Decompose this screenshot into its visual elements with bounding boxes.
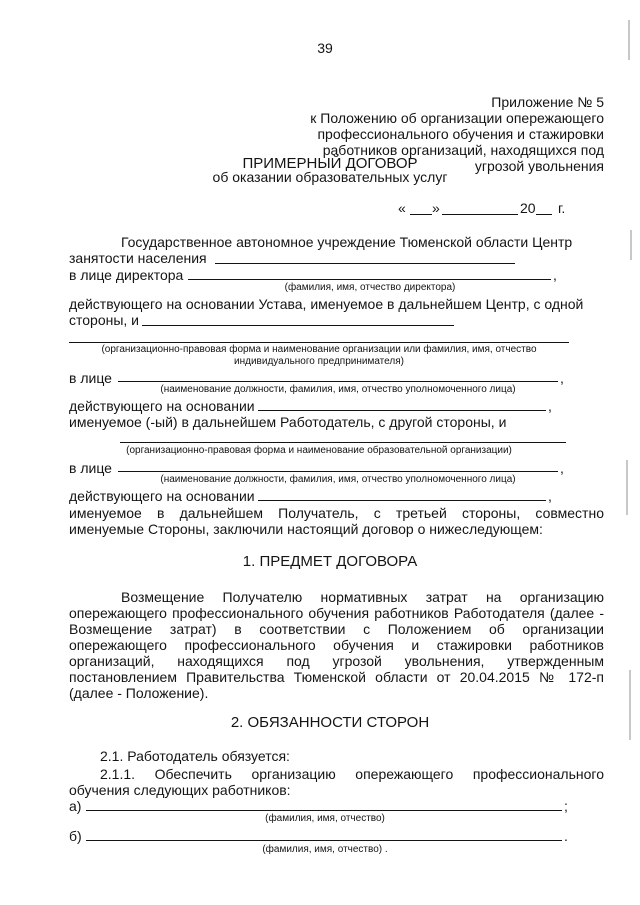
worker-a-blank[interactable] bbox=[86, 810, 562, 811]
section1-line-2: опережающего профессионального обучения работников Работодателя (далее - bbox=[69, 605, 604, 621]
scan-artifact bbox=[626, 460, 628, 515]
page-number: 39 bbox=[317, 40, 333, 56]
director-comma: , bbox=[553, 267, 557, 283]
date-month-blank[interactable] bbox=[442, 214, 518, 215]
worker-a-end: ; bbox=[564, 798, 568, 814]
worker-b-blank[interactable] bbox=[86, 840, 562, 841]
acting-comma: , bbox=[548, 398, 552, 414]
person2-label: в лице bbox=[69, 460, 112, 476]
date-year-suffix: г. bbox=[558, 200, 566, 216]
date-quote-close: » bbox=[432, 200, 440, 216]
director-hint: (фамилия, имя, отчество директора) bbox=[284, 282, 456, 293]
person2-comma: , bbox=[560, 460, 564, 476]
document-title: ПРИМЕРНЫЙ ДОГОВОР bbox=[242, 155, 418, 172]
party1-line2: занятости населения bbox=[69, 250, 207, 266]
section1-line-4: опережающего профессионального обучения и стажировки работников bbox=[69, 637, 604, 653]
director-label: в лице директора bbox=[69, 267, 184, 283]
date-day-blank[interactable] bbox=[410, 214, 432, 215]
section1-line-7: (далее - Положение). bbox=[69, 685, 209, 701]
acting2-comma: , bbox=[548, 488, 552, 504]
scan-artifact bbox=[628, 20, 630, 60]
person2-blank[interactable] bbox=[118, 471, 558, 472]
recipient-line-2: именуемые Стороны, заключили настоящий договор о нижеследующем: bbox=[69, 521, 543, 537]
edu-org-blank[interactable] bbox=[120, 442, 566, 443]
employer-org-blank[interactable] bbox=[69, 342, 569, 343]
section1-heading: 1. ПРЕДМЕТ ДОГОВОРА bbox=[242, 553, 418, 570]
worker-a-hint: (фамилия, имя, отчество) bbox=[265, 813, 385, 824]
item-2-1-1-line-1: 2.1.1. Обеспечить организацию опережающего профессионального bbox=[100, 766, 604, 782]
section1-line-3: Возмещение затрат) в соответствии с Положением об организации bbox=[69, 621, 604, 637]
basis-line-1: действующего на основании Устава, именуемое в дальнейшем Центр, с одной bbox=[69, 296, 584, 312]
worker-b-end: . bbox=[564, 828, 568, 844]
person-hint: (наименование должности, фамилия, имя, отчество уполномоченного лица) bbox=[160, 384, 516, 395]
section1-line-1: Возмещение Получателю нормативных затрат на организацию bbox=[121, 589, 604, 605]
edu-hint: (организационно-правовая форма и наименование образовательной организации) bbox=[126, 445, 512, 456]
section1-line-5: организаций, находящихся под угрозой увольнения, утвержденным bbox=[69, 653, 604, 669]
acting2-label: действующего на основании bbox=[69, 488, 255, 504]
appendix-line-4: работников организаций, находящихся под bbox=[322, 142, 604, 158]
appendix-line-2: к Положению об организации опережающего bbox=[310, 110, 604, 126]
acting2-blank[interactable] bbox=[258, 500, 546, 501]
person-comma: , bbox=[560, 370, 564, 386]
acting-blank[interactable] bbox=[258, 410, 546, 411]
person-blank[interactable] bbox=[118, 381, 558, 382]
org-hint-line-2: индивидуального предпринимателя) bbox=[234, 356, 404, 367]
appendix-line-3: профессионального обучения и стажировки bbox=[317, 126, 604, 142]
person-label: в лице bbox=[69, 370, 112, 386]
date-year-blank[interactable] bbox=[536, 214, 552, 215]
date-year-prefix: 20 bbox=[520, 200, 536, 216]
scan-artifact bbox=[630, 230, 632, 260]
center-name-blank[interactable] bbox=[215, 263, 515, 264]
person2-hint: (наименование должности, фамилия, имя, отчество уполномоченного лица) bbox=[160, 474, 516, 485]
employer-line: именуемое (-ый) в дальнейшем Работодатель, с другой стороны, и bbox=[69, 414, 507, 430]
worker-b-label: б) bbox=[69, 828, 82, 844]
director-blank[interactable] bbox=[188, 279, 551, 280]
date-quote-open: « bbox=[398, 200, 406, 216]
appendix-line-5: угрозой увольнения bbox=[474, 158, 604, 174]
worker-b-hint: (фамилия, имя, отчество) . bbox=[262, 844, 388, 855]
employer-name-blank[interactable] bbox=[142, 325, 454, 326]
section1-line-6: постановлением Правительства Тюменской области от 20.04.2015 № 172-п bbox=[69, 669, 604, 685]
basis-line-2: стороны, и bbox=[69, 312, 140, 328]
org-hint-line-1: (организационно-правовая форма и наименование организации или фамилия, имя, отчество bbox=[101, 344, 537, 355]
party1-line1: Государственное автономное учреждение Тюменской области Центр bbox=[121, 234, 573, 250]
document-subtitle: об оказании образовательных услуг bbox=[212, 169, 448, 185]
section2-heading: 2. ОБЯЗАННОСТИ СТОРОН bbox=[230, 714, 430, 731]
recipient-line-1: именуемое в дальнейшем Получатель, с третьей стороны, совместно bbox=[69, 505, 604, 521]
worker-a-label: а) bbox=[69, 798, 82, 814]
scan-artifact bbox=[629, 670, 631, 740]
acting-label: действующего на основании bbox=[69, 398, 255, 414]
item-2-1-1-line-2: обучения следующих работников: bbox=[69, 782, 291, 798]
item-2-1: 2.1. Работодатель обязуется: bbox=[100, 748, 290, 764]
appendix-line-1: Приложение № 5 bbox=[491, 94, 604, 110]
